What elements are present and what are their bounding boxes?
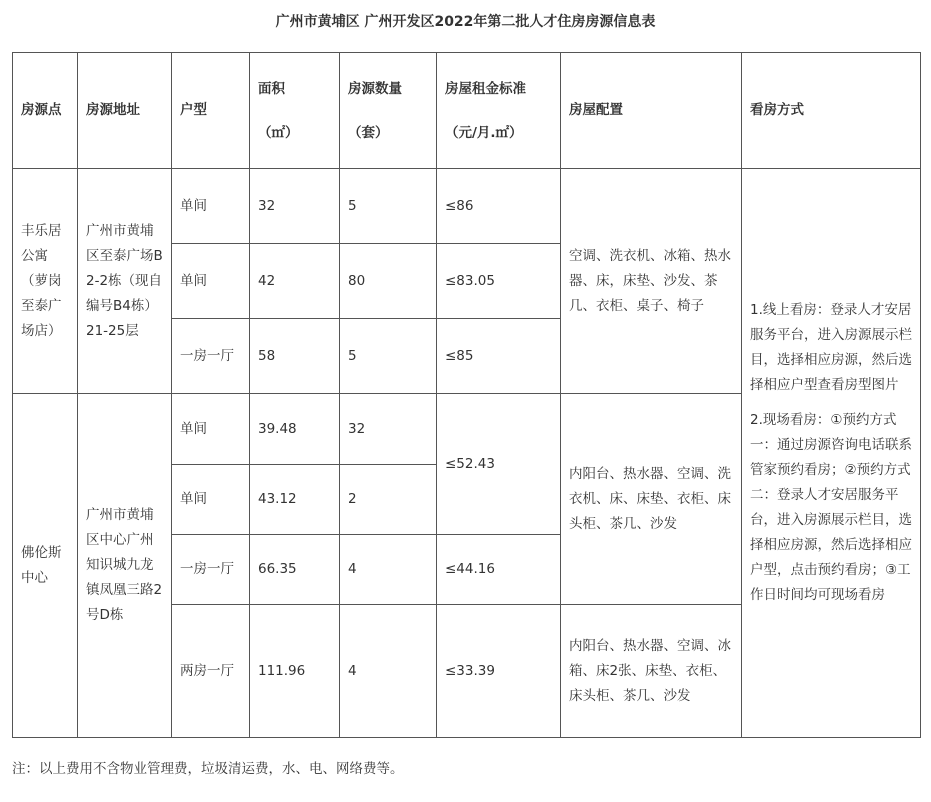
viewing-onsite: 2.现场看房：①预约方式一：通过房源咨询电话联系管家预约看房；②预约方式二：登录人才安居服务平台，进入房源展示栏目，选择相应房源，然后选择相应户型，点击预约看房；③工作日时间均可现场看房: [750, 412, 912, 603]
header-rent: [437, 53, 561, 169]
rent-cell: ≤85: [437, 319, 561, 394]
table-row: [13, 169, 921, 244]
type-cell: 一房一厅: [172, 535, 250, 605]
header-quantity-unit: （套）: [348, 124, 389, 141]
header-area-unit: （㎡）: [258, 124, 299, 141]
address-cell: 广州市黄埔区至泰广场B2-2栋（现自编号B4栋）21-25层: [78, 169, 172, 394]
quantity-cell: 5: [340, 319, 437, 394]
header-rent-unit: （元/月.㎡）: [445, 124, 523, 141]
header-config: 房屋配置: [561, 53, 742, 169]
area-cell: 32: [250, 169, 340, 244]
type-cell: 单间: [172, 394, 250, 465]
viewing-online: 1.线上看房：登录人才安居服务平台，进入房源展示栏目，选择相应房源，然后选择相应户型查看房型图片: [750, 302, 912, 393]
header-site: 房源点: [13, 53, 78, 169]
quantity-cell: 5: [340, 169, 437, 244]
quantity-cell: 4: [340, 535, 437, 605]
viewing-cell: [742, 169, 921, 738]
type-cell: 两房一厅: [172, 605, 250, 738]
header-address: 房源地址: [78, 53, 172, 169]
area-cell: 42: [250, 244, 340, 319]
header-area: [250, 53, 340, 169]
type-cell: 单间: [172, 169, 250, 244]
area-cell: 39.48: [250, 394, 340, 465]
area-cell: 66.35: [250, 535, 340, 605]
header-quantity: [340, 53, 437, 169]
rent-cell: ≤33.39: [437, 605, 561, 738]
site-cell: 丰乐居公寓（萝岗至泰广场店）: [13, 169, 78, 394]
quantity-cell: 2: [340, 465, 437, 535]
address-cell: 广州市黄埔区中心广州知识城九龙镇凤凰三路2号D栋: [78, 394, 172, 738]
header-quantity-label: 房源数量: [348, 80, 402, 97]
footnote: 注：以上费用不含物业管理费，垃圾清运费，水、电、网络费等。: [12, 761, 404, 777]
header-area-label: 面积: [258, 80, 285, 97]
rent-cell: ≤86: [437, 169, 561, 244]
area-cell: 43.12: [250, 465, 340, 535]
quantity-cell: 80: [340, 244, 437, 319]
rent-cell: ≤44.16: [437, 535, 561, 605]
rent-cell: ≤83.05: [437, 244, 561, 319]
type-cell: 单间: [172, 244, 250, 319]
header-type: 户型: [172, 53, 250, 169]
area-cell: 58: [250, 319, 340, 394]
quantity-cell: 4: [340, 605, 437, 738]
header-rent-label: 房屋租金标准: [445, 80, 526, 97]
rent-cell: ≤52.43: [437, 394, 561, 535]
type-cell: 单间: [172, 465, 250, 535]
header-row: [13, 53, 921, 169]
area-cell: 111.96: [250, 605, 340, 738]
config-cell: 内阳台、热水器、空调、洗衣机、床、床垫、衣柜、床头柜、茶几、沙发: [561, 394, 742, 605]
type-cell: 一房一厅: [172, 319, 250, 394]
config-cell: 内阳台、热水器、空调、冰箱、床2张、床垫、衣柜、床头柜、茶几、沙发: [561, 605, 742, 738]
site-cell: 佛伦斯中心: [13, 394, 78, 738]
quantity-cell: 32: [340, 394, 437, 465]
header-viewing: 看房方式: [742, 53, 921, 169]
config-cell: 空调、洗衣机、冰箱、热水器、床，床垫、沙发、茶几、衣柜、桌子、椅子: [561, 169, 742, 394]
document-title: 广州市黄埔区 广州开发区2022年第二批人才住房房源信息表: [275, 14, 656, 30]
housing-info-table: [12, 52, 921, 738]
